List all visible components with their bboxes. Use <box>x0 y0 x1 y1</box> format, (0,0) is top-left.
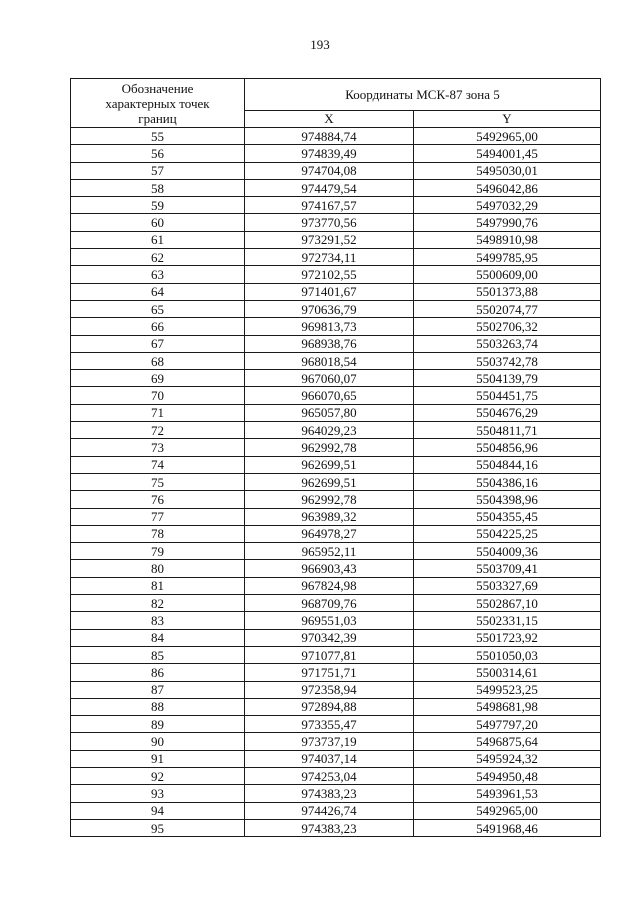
y-coordinate-cell: 5501373,88 <box>414 283 601 300</box>
x-coordinate-cell: 964029,23 <box>245 422 414 439</box>
point-number-cell: 76 <box>71 491 245 508</box>
table-row <box>71 370 601 387</box>
y-coordinate-cell: 5496042,86 <box>414 179 601 196</box>
points-header-line-2: характерных точек <box>105 95 210 111</box>
table-row <box>71 664 601 681</box>
point-number-cell: 89 <box>71 716 245 733</box>
y-coordinate-cell: 5504451,75 <box>414 387 601 404</box>
point-number-cell: 58 <box>71 179 245 196</box>
table-row <box>71 698 601 715</box>
x-coordinate-cell: 969813,73 <box>245 318 414 335</box>
point-number-cell: 60 <box>71 214 245 231</box>
point-number-cell: 79 <box>71 543 245 560</box>
table-row <box>71 162 601 179</box>
y-coordinate-cell: 5502074,77 <box>414 300 601 317</box>
table-row <box>71 785 601 802</box>
table-row <box>71 352 601 369</box>
table-row <box>71 145 601 162</box>
point-number-cell: 74 <box>71 456 245 473</box>
y-coordinate-cell: 5502331,15 <box>414 612 601 629</box>
y-coordinate-cell: 5496875,64 <box>414 733 601 750</box>
y-coordinate-cell: 5492965,00 <box>414 802 601 819</box>
points-header-line-3: границ <box>138 110 177 126</box>
table-row <box>71 249 601 266</box>
y-coordinate-cell: 5500609,00 <box>414 266 601 283</box>
table-row <box>71 456 601 473</box>
table-row <box>71 750 601 767</box>
y-coordinate-cell: 5502706,32 <box>414 318 601 335</box>
point-number-cell: 62 <box>71 249 245 266</box>
y-coordinate-cell: 5498681,98 <box>414 698 601 715</box>
x-coordinate-cell: 968938,76 <box>245 335 414 352</box>
point-number-cell: 70 <box>71 387 245 404</box>
x-coordinate-cell: 962699,51 <box>245 456 414 473</box>
x-coordinate-cell: 974037,14 <box>245 750 414 767</box>
y-coordinate-cell: 5504676,29 <box>414 404 601 421</box>
x-coordinate-cell: 971077,81 <box>245 646 414 663</box>
y-coordinate-cell: 5503709,41 <box>414 560 601 577</box>
table-row <box>71 819 601 836</box>
x-coordinate-cell: 970636,79 <box>245 300 414 317</box>
x-coordinate-cell: 967824,98 <box>245 577 414 594</box>
x-coordinate-cell: 974479,54 <box>245 179 414 196</box>
table-row <box>71 197 601 214</box>
x-coordinate-cell: 968709,76 <box>245 595 414 612</box>
x-coordinate-cell: 972358,94 <box>245 681 414 698</box>
points-column-header <box>71 79 245 128</box>
x-coordinate-cell: 967060,07 <box>245 370 414 387</box>
y-coordinate-cell: 5494001,45 <box>414 145 601 162</box>
point-number-cell: 81 <box>71 577 245 594</box>
table-row <box>71 266 601 283</box>
point-number-cell: 93 <box>71 785 245 802</box>
x-coordinate-cell: 971751,71 <box>245 664 414 681</box>
point-number-cell: 66 <box>71 318 245 335</box>
point-number-cell: 57 <box>71 162 245 179</box>
y-coordinate-cell: 5492965,00 <box>414 128 601 145</box>
points-header-line-1: Обозначение <box>121 80 194 96</box>
x-coordinate-cell: 965952,11 <box>245 543 414 560</box>
y-coordinate-cell: 5501723,92 <box>414 629 601 646</box>
y-column-header: Y <box>414 111 601 128</box>
x-coordinate-cell: 962992,78 <box>245 439 414 456</box>
y-coordinate-cell: 5497032,29 <box>414 197 601 214</box>
table-row <box>71 525 601 542</box>
table-row <box>71 646 601 663</box>
x-column-header: X <box>245 111 414 128</box>
y-coordinate-cell: 5504398,96 <box>414 491 601 508</box>
y-coordinate-cell: 5504386,16 <box>414 473 601 490</box>
point-number-cell: 87 <box>71 681 245 698</box>
x-coordinate-cell: 974383,23 <box>245 785 414 802</box>
point-number-cell: 71 <box>71 404 245 421</box>
x-coordinate-cell: 968018,54 <box>245 352 414 369</box>
x-coordinate-cell: 974426,74 <box>245 802 414 819</box>
point-number-cell: 65 <box>71 300 245 317</box>
table-row <box>71 404 601 421</box>
table-row <box>71 681 601 698</box>
table-row <box>71 577 601 594</box>
page-number: 193 <box>310 37 330 52</box>
y-coordinate-cell: 5504225,25 <box>414 525 601 542</box>
x-coordinate-cell: 973770,56 <box>245 214 414 231</box>
point-number-cell: 67 <box>71 335 245 352</box>
table-row <box>71 543 601 560</box>
y-coordinate-cell: 5504009,36 <box>414 543 601 560</box>
table-row <box>71 231 601 248</box>
x-coordinate-cell: 974383,23 <box>245 819 414 836</box>
table-row <box>71 387 601 404</box>
table-header <box>71 79 601 128</box>
y-coordinate-cell: 5498910,98 <box>414 231 601 248</box>
x-coordinate-cell: 963989,32 <box>245 508 414 525</box>
point-number-cell: 88 <box>71 698 245 715</box>
table-row <box>71 508 601 525</box>
point-number-cell: 91 <box>71 750 245 767</box>
point-number-cell: 85 <box>71 646 245 663</box>
x-coordinate-cell: 972894,88 <box>245 698 414 715</box>
y-coordinate-cell: 5491968,46 <box>414 819 601 836</box>
point-number-cell: 78 <box>71 525 245 542</box>
x-coordinate-cell: 974884,74 <box>245 128 414 145</box>
point-number-cell: 59 <box>71 197 245 214</box>
x-coordinate-cell: 970342,39 <box>245 629 414 646</box>
table-row <box>71 560 601 577</box>
coordinates-table <box>70 78 601 837</box>
table-row <box>71 214 601 231</box>
y-coordinate-cell: 5495924,32 <box>414 750 601 767</box>
table-row <box>71 733 601 750</box>
x-coordinate-cell: 971401,67 <box>245 283 414 300</box>
table-row <box>71 629 601 646</box>
x-coordinate-cell: 966903,43 <box>245 560 414 577</box>
y-coordinate-cell: 5494950,48 <box>414 767 601 784</box>
x-coordinate-cell: 962699,51 <box>245 473 414 490</box>
x-coordinate-cell: 972102,55 <box>245 266 414 283</box>
x-coordinate-cell: 973737,19 <box>245 733 414 750</box>
point-number-cell: 94 <box>71 802 245 819</box>
y-coordinate-cell: 5497797,20 <box>414 716 601 733</box>
y-coordinate-cell: 5493961,53 <box>414 785 601 802</box>
table-row <box>71 283 601 300</box>
point-number-cell: 55 <box>71 128 245 145</box>
y-coordinate-cell: 5500314,61 <box>414 664 601 681</box>
x-coordinate-cell: 966070,65 <box>245 387 414 404</box>
point-number-cell: 73 <box>71 439 245 456</box>
table-row <box>71 300 601 317</box>
y-coordinate-cell: 5504811,71 <box>414 422 601 439</box>
x-coordinate-cell: 973291,52 <box>245 231 414 248</box>
x-coordinate-cell: 974167,57 <box>245 197 414 214</box>
point-number-cell: 75 <box>71 473 245 490</box>
x-coordinate-cell: 974704,08 <box>245 162 414 179</box>
table-row <box>71 335 601 352</box>
table-row <box>71 491 601 508</box>
y-coordinate-cell: 5504844,16 <box>414 456 601 473</box>
table-row <box>71 595 601 612</box>
x-coordinate-cell: 972734,11 <box>245 249 414 266</box>
y-coordinate-cell: 5504355,45 <box>414 508 601 525</box>
table-row <box>71 767 601 784</box>
x-coordinate-cell: 969551,03 <box>245 612 414 629</box>
point-number-cell: 92 <box>71 767 245 784</box>
point-number-cell: 61 <box>71 231 245 248</box>
table-row <box>71 422 601 439</box>
y-coordinate-cell: 5497990,76 <box>414 214 601 231</box>
point-number-cell: 80 <box>71 560 245 577</box>
y-coordinate-cell: 5504856,96 <box>414 439 601 456</box>
table-row <box>71 318 601 335</box>
point-number-cell: 64 <box>71 283 245 300</box>
y-coordinate-cell: 5499785,95 <box>414 249 601 266</box>
point-number-cell: 84 <box>71 629 245 646</box>
point-number-cell: 77 <box>71 508 245 525</box>
point-number-cell: 83 <box>71 612 245 629</box>
coord-system-header: Координаты МСК-87 зона 5 <box>245 79 601 111</box>
x-coordinate-cell: 973355,47 <box>245 716 414 733</box>
y-coordinate-cell: 5504139,79 <box>414 370 601 387</box>
y-coordinate-cell: 5499523,25 <box>414 681 601 698</box>
x-coordinate-cell: 965057,80 <box>245 404 414 421</box>
y-coordinate-cell: 5495030,01 <box>414 162 601 179</box>
table-row <box>71 716 601 733</box>
x-coordinate-cell: 974253,04 <box>245 767 414 784</box>
y-coordinate-cell: 5503327,69 <box>414 577 601 594</box>
y-coordinate-cell: 5502867,10 <box>414 595 601 612</box>
table-row <box>71 612 601 629</box>
x-coordinate-cell: 974839,49 <box>245 145 414 162</box>
table-row <box>71 179 601 196</box>
point-number-cell: 72 <box>71 422 245 439</box>
point-number-cell: 69 <box>71 370 245 387</box>
x-coordinate-cell: 964978,27 <box>245 525 414 542</box>
x-coordinate-cell: 962992,78 <box>245 491 414 508</box>
table-row <box>71 439 601 456</box>
point-number-cell: 86 <box>71 664 245 681</box>
point-number-cell: 63 <box>71 266 245 283</box>
y-coordinate-cell: 5501050,03 <box>414 646 601 663</box>
y-coordinate-cell: 5503263,74 <box>414 335 601 352</box>
point-number-cell: 90 <box>71 733 245 750</box>
table-row <box>71 473 601 490</box>
point-number-cell: 56 <box>71 145 245 162</box>
table-row <box>71 128 601 145</box>
point-number-cell: 95 <box>71 819 245 836</box>
point-number-cell: 68 <box>71 352 245 369</box>
table-body <box>71 128 601 837</box>
table-row <box>71 802 601 819</box>
y-coordinate-cell: 5503742,78 <box>414 352 601 369</box>
point-number-cell: 82 <box>71 595 245 612</box>
